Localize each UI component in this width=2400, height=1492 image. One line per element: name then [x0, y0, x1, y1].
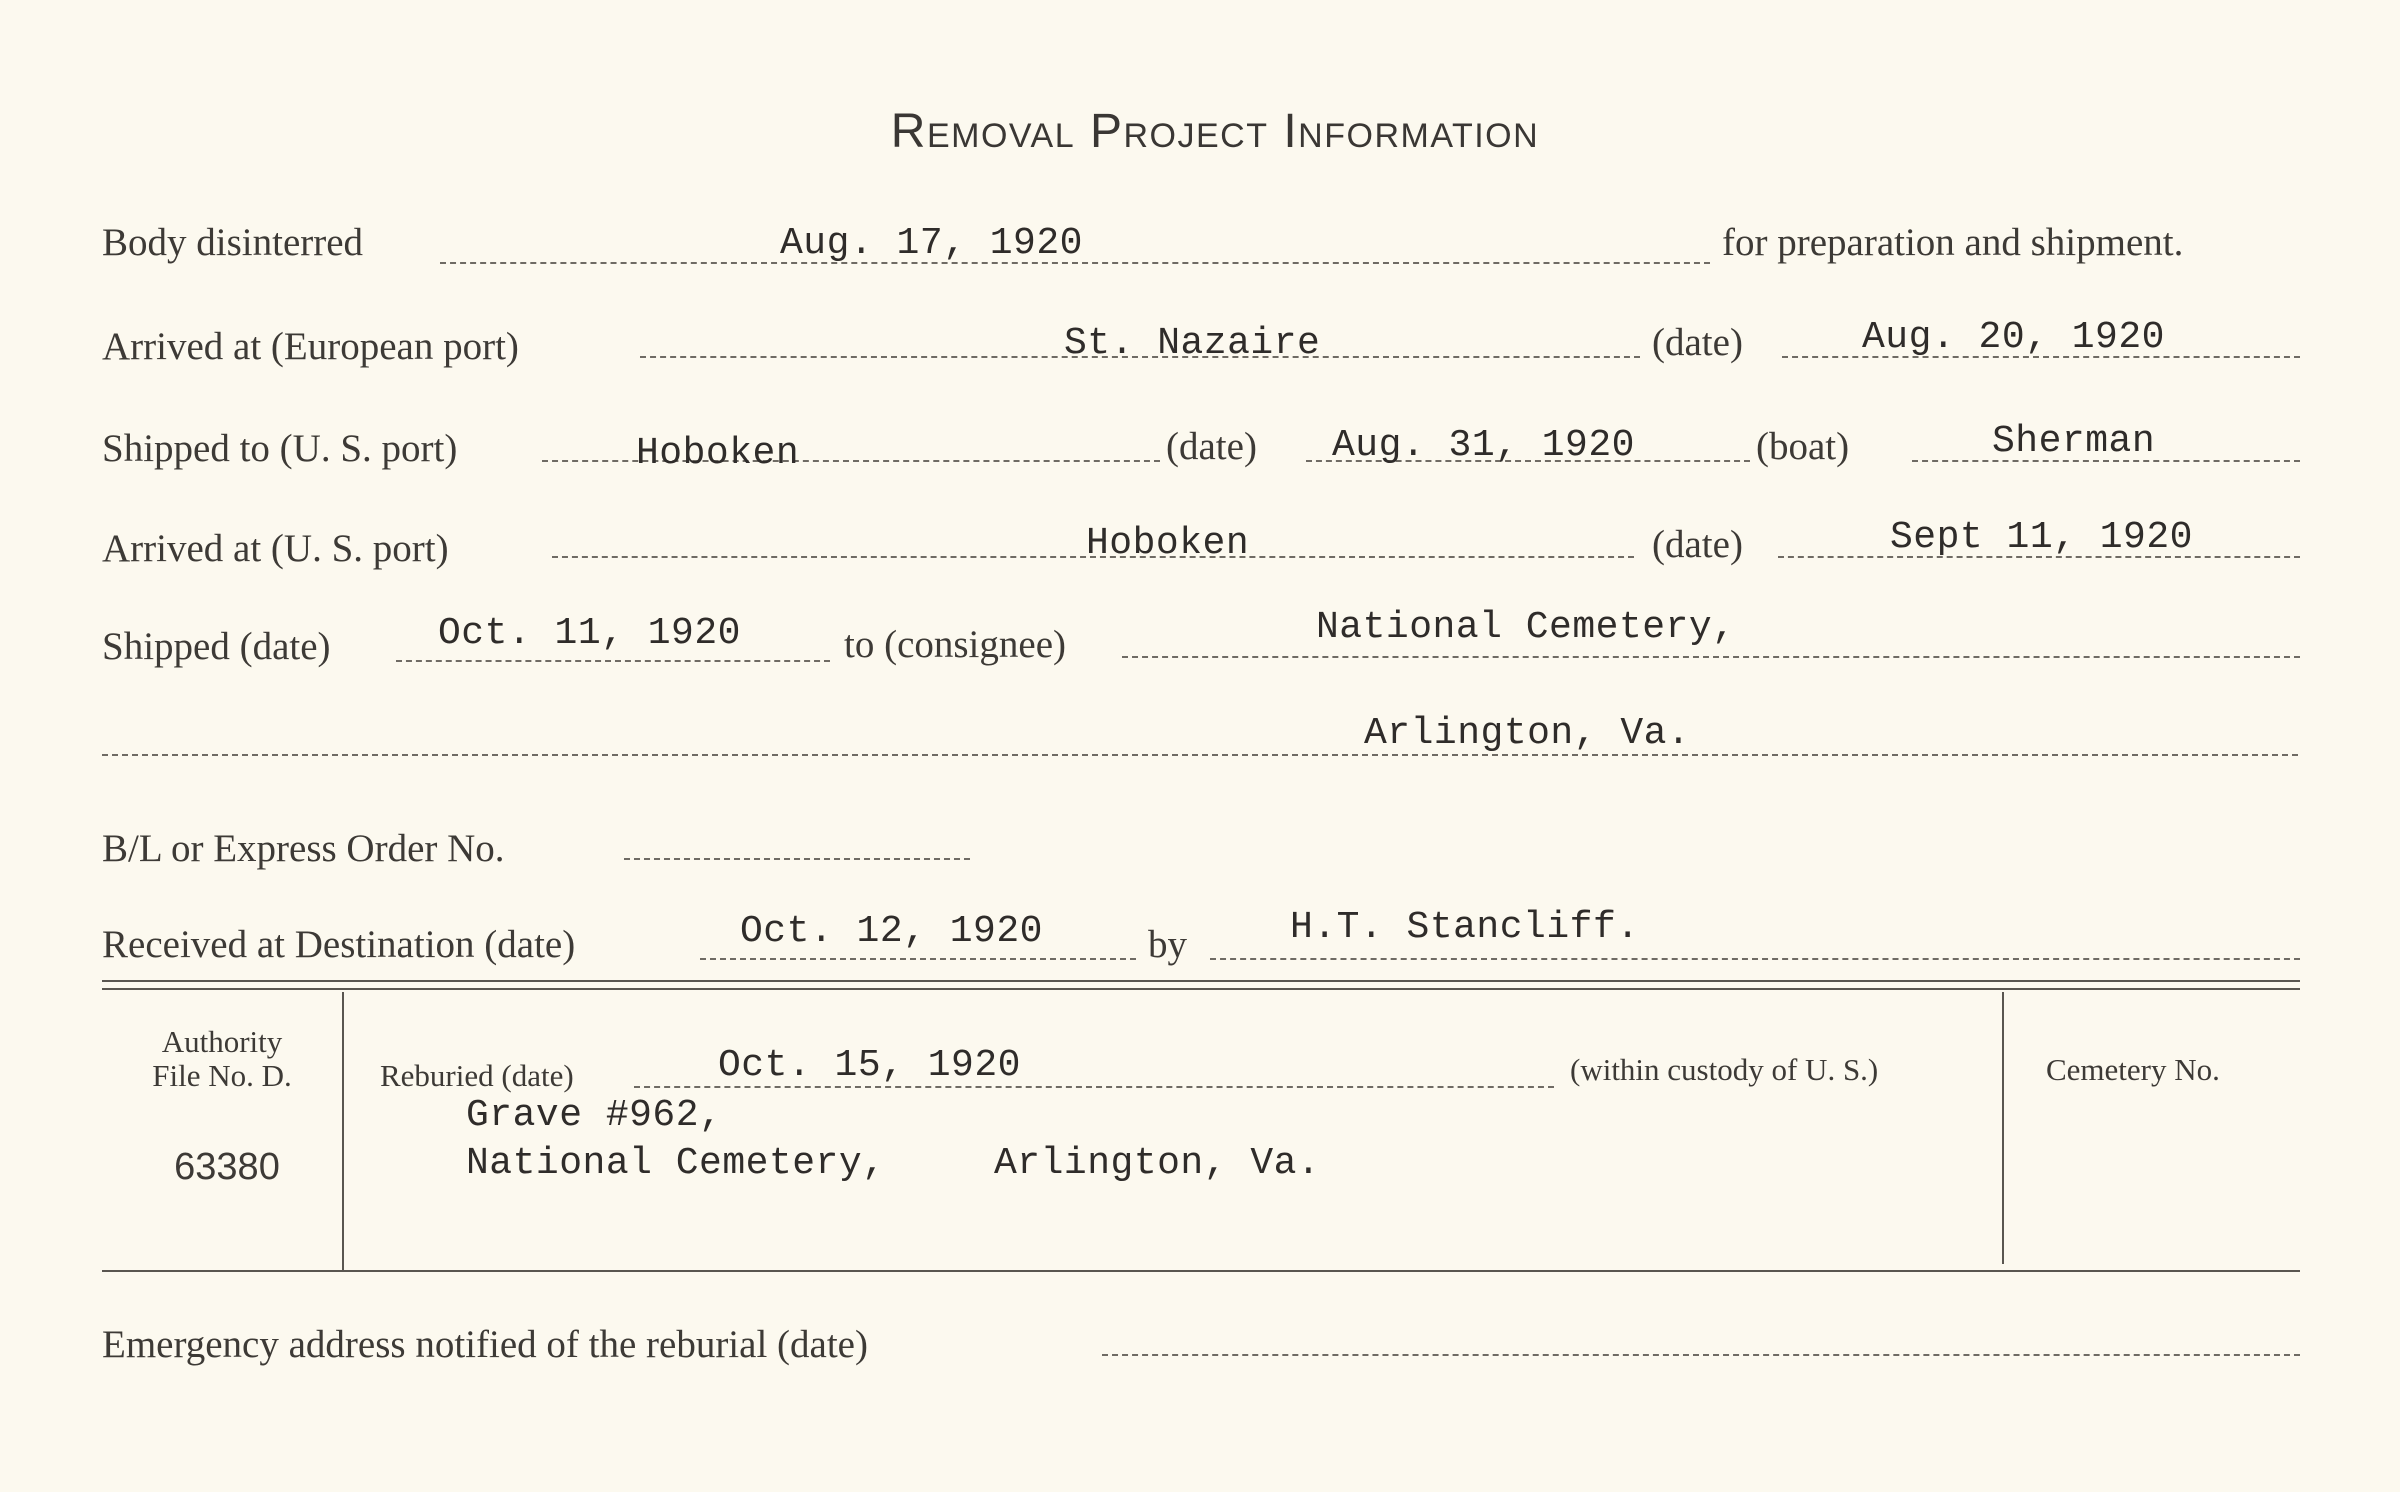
value-boat: Sherman [1992, 420, 2156, 463]
value-reburial-cemetery: National Cemetery, [466, 1142, 886, 1185]
box-divider-left [342, 992, 344, 1270]
label-to-consignee: to (consignee) [844, 623, 1067, 666]
line-received-by [1210, 958, 2300, 960]
label-arrived-european: Arrived at (European port) [102, 325, 519, 368]
label-shipped-date: Shipped (date) [102, 625, 331, 668]
label-reburied-date: Reburied (date) [380, 1058, 574, 1093]
value-reburial-location: Arlington, Va. [994, 1142, 1321, 1185]
value-us-shipped-date: Aug. 31, 1920 [1332, 424, 1635, 467]
value-received-date: Oct. 12, 1920 [740, 910, 1043, 953]
box-bottom-rule [102, 1270, 2300, 1272]
label-boat: (boat) [1756, 425, 1850, 468]
label-cemetery-no: Cemetery No. [2046, 1052, 2220, 1087]
label-for-preparation: for preparation and shipment. [1722, 221, 2184, 264]
value-us-port-shipped: Hoboken [636, 432, 800, 475]
value-european-date: Aug. 20, 1920 [1862, 316, 2165, 359]
label-within-custody: (within custody of U. S.) [1570, 1052, 1879, 1087]
value-disinterred-date: Aug. 17, 1920 [780, 222, 1083, 265]
line-received-date [700, 958, 1136, 960]
line-us-port-shipped [542, 460, 1160, 462]
value-european-port: St. Nazaire [1064, 322, 1321, 365]
label-us-arrival-date: (date) [1652, 523, 1743, 566]
value-consignee-line2: Arlington, Va. [1364, 712, 1691, 755]
value-shipped-date: Oct. 11, 1920 [438, 612, 741, 655]
value-us-port-arrived: Hoboken [1086, 522, 1250, 565]
label-received-destination: Received at Destination (date) [102, 923, 576, 966]
label-authority: Authority [161, 1024, 283, 1059]
label-arrived-us: Arrived at (U. S. port) [102, 527, 449, 570]
label-by: by [1148, 923, 1187, 966]
label-us-shipped-date: (date) [1166, 425, 1257, 468]
line-shipped-date [396, 660, 830, 662]
line-consignee-continued [102, 754, 2298, 756]
line-consignee [1122, 656, 2300, 658]
value-us-arrival-date: Sept 11, 1920 [1890, 516, 2193, 559]
line-bl-order [624, 858, 970, 860]
form-title: Removal Project Information [890, 105, 1540, 158]
box-divider-right [2002, 992, 2004, 1264]
box-top-rule-1 [102, 980, 2300, 982]
value-reburied-date: Oct. 15, 1920 [718, 1044, 1021, 1087]
label-emergency: Emergency address notified of the reburial (date) [102, 1323, 868, 1366]
value-consignee-line1: National Cemetery, [1316, 606, 1736, 649]
line-emergency [1102, 1354, 2300, 1356]
label-body-disinterred: Body disinterred [102, 221, 364, 264]
label-file-no: File No. D. [152, 1058, 292, 1093]
box-top-rule-2 [102, 988, 2300, 990]
value-received-by: H.T. Stancliff. [1290, 906, 1640, 949]
label-european-date: (date) [1652, 321, 1743, 364]
label-bl-order: B/L or Express Order No. [102, 827, 505, 870]
label-shipped-us: Shipped to (U. S. port) [102, 427, 458, 470]
value-reburial-grave: Grave #962, [466, 1094, 723, 1137]
value-file-no: 63380 [174, 1146, 280, 1188]
